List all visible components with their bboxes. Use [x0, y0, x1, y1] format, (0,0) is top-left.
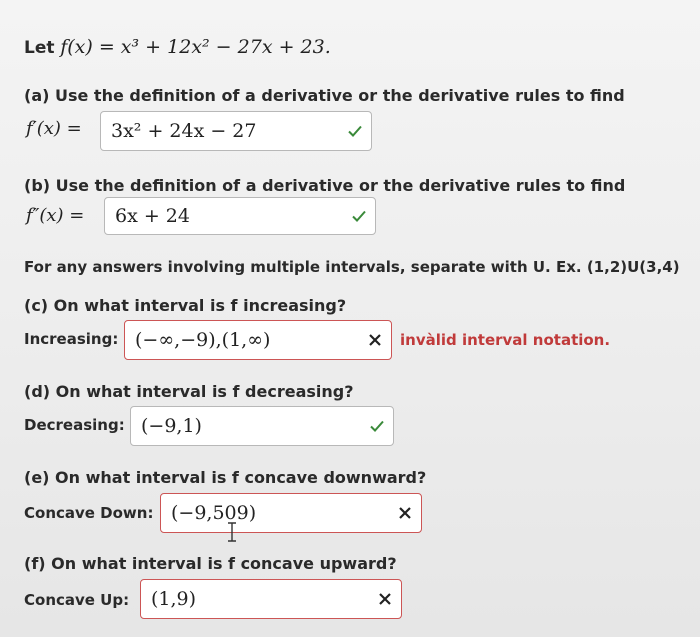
part-d-prompt: (d) On what interval is f decreasing?: [24, 382, 354, 401]
part-b-answer-value: 6x + 24: [115, 205, 190, 227]
part-d-label: Decreasing:: [24, 416, 125, 434]
function-definition: f(x) = x³ + 12x² − 27x + 23.: [60, 36, 331, 58]
part-d-answer-field[interactable]: [130, 406, 394, 446]
part-f-answer-value: (1,9): [151, 588, 197, 610]
checkmark-icon: [369, 418, 385, 434]
part-d-answer-value: (−9,1): [141, 415, 202, 437]
part-f-answer-field[interactable]: [140, 579, 402, 619]
part-b-label: f″(x) =: [26, 205, 85, 226]
part-c-label: Increasing:: [24, 330, 119, 348]
interval-instructions: For any answers involving multiple intervals, separate with U. Ex. (1,2)U(3,4): [24, 258, 680, 276]
part-a-label: f′(x) =: [26, 118, 82, 139]
part-a-answer-field[interactable]: [100, 111, 372, 151]
part-a-answer-value: 3x² + 24x − 27: [111, 120, 257, 142]
part-b-prompt: (b) Use the definition of a derivative or the derivative rules to find: [24, 176, 626, 195]
intro-prefix: Let: [24, 38, 55, 58]
part-e-prompt: (e) On what interval is f concave downward?: [24, 468, 427, 487]
text-cursor-icon: [226, 522, 238, 542]
cross-icon: [397, 505, 413, 521]
part-a-prompt: (a) Use the definition of a derivative or the derivative rules to find: [24, 86, 625, 105]
cross-icon: [367, 332, 383, 348]
part-f-label: Concave Up:: [24, 591, 130, 609]
checkmark-icon: [351, 208, 367, 224]
part-e-label: Concave Down:: [24, 504, 154, 522]
part-c-answer-value: (−∞,−9),(1,∞): [135, 329, 271, 351]
part-c-error-message: invàlid interval notation.: [400, 331, 611, 349]
part-f-prompt: (f) On what interval is f concave upward?: [24, 554, 397, 573]
part-c-prompt: (c) On what interval is f increasing?: [24, 296, 347, 315]
cross-icon: [377, 591, 393, 607]
part-e-answer-field[interactable]: [160, 493, 422, 533]
part-b-answer-field[interactable]: [104, 197, 376, 235]
checkmark-icon: [347, 123, 363, 139]
problem-statement: [24, 36, 331, 58]
part-c-answer-field[interactable]: [124, 320, 392, 360]
part-e-answer-value: (−9,509): [171, 502, 257, 524]
